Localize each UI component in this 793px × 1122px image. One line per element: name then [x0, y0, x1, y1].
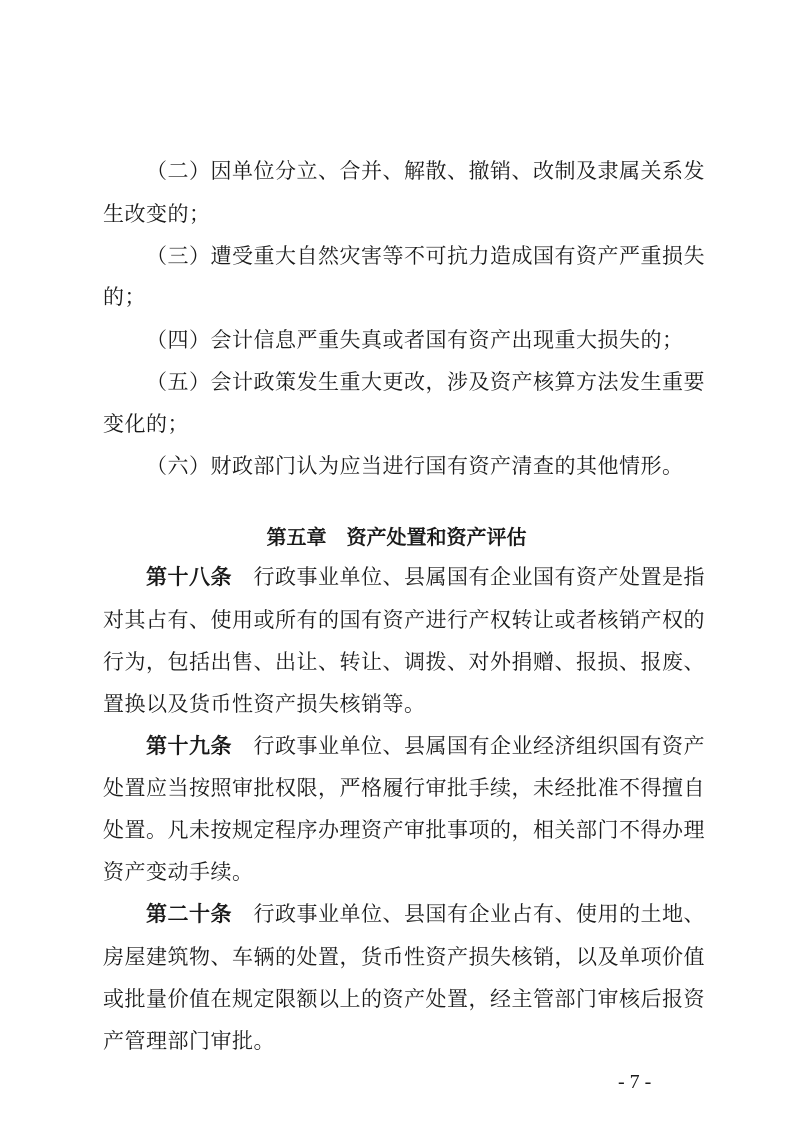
article-19-line-2: 处置应当按照审批权限，严格履行审批手续，未经批准不得擅自: [103, 776, 705, 800]
article-19-line-3: 处置。凡未按规定程序办理资产审批事项的，相关部门不得办理: [103, 818, 705, 842]
article-19-line-4: 资产变动手续。: [103, 860, 254, 884]
article-18-text-1: 行政事业单位、县属国有企业国有资产处置是指: [232, 565, 705, 589]
article-18-heading: 第十八条: [146, 565, 232, 589]
article-19-text-1: 行政事业单位、县属国有企业经济组织国有资产: [232, 734, 705, 758]
article-20-line-1: [146, 900, 705, 928]
item-3-line-2: 的；: [103, 285, 146, 309]
item-4-line-1: （四）会计信息严重失真或者国有资产出现重大损失的；: [146, 328, 684, 352]
article-20-line-2: 房屋建筑物、车辆的处置，货币性资产损失核销，以及单项价值: [103, 945, 705, 969]
chapter-title: 第五章 资产处置和资产评估: [266, 525, 527, 549]
item-5-line-2: 变化的；: [103, 412, 189, 436]
article-20-text-1: 行政事业单位、县国有企业占有、使用的土地、: [232, 902, 705, 926]
article-20-line-4: 产管理部门审批。: [103, 1029, 275, 1053]
article-20-line-3: 或批量价值在规定限额以上的资产处置，经主管部门审核后报资: [103, 987, 705, 1011]
article-18-line-2: 对其占有、使用或所有的国有资产进行产权转让或者核销产权的: [103, 608, 705, 632]
article-18-line-3: 行为，包括出售、出让、转让、调拨、对外捐赠、报损、报废、: [103, 650, 705, 674]
page-number: - 7 -: [618, 1071, 652, 1093]
article-19-heading: 第十九条: [146, 734, 232, 758]
article-20-heading: 第二十条: [146, 902, 232, 926]
article-18-line-4: 置换以及货币性资产损失核销等。: [103, 692, 426, 716]
item-5-line-1: （五）会计政策发生重大更改，涉及资产核算方法发生重要: [146, 370, 705, 394]
article-18-line-1: [146, 563, 705, 591]
article-19-line-1: [146, 732, 705, 760]
item-6-line-1: （六）财政部门认为应当进行国有资产清查的其他情形。: [146, 454, 684, 478]
item-2-line-1: （二）因单位分立、合并、解散、撤销、改制及隶属关系发: [146, 159, 705, 183]
item-3-line-1: （三）遭受重大自然灾害等不可抗力造成国有资产严重损失: [146, 244, 705, 268]
item-2-line-2: 生改变的；: [103, 202, 211, 226]
